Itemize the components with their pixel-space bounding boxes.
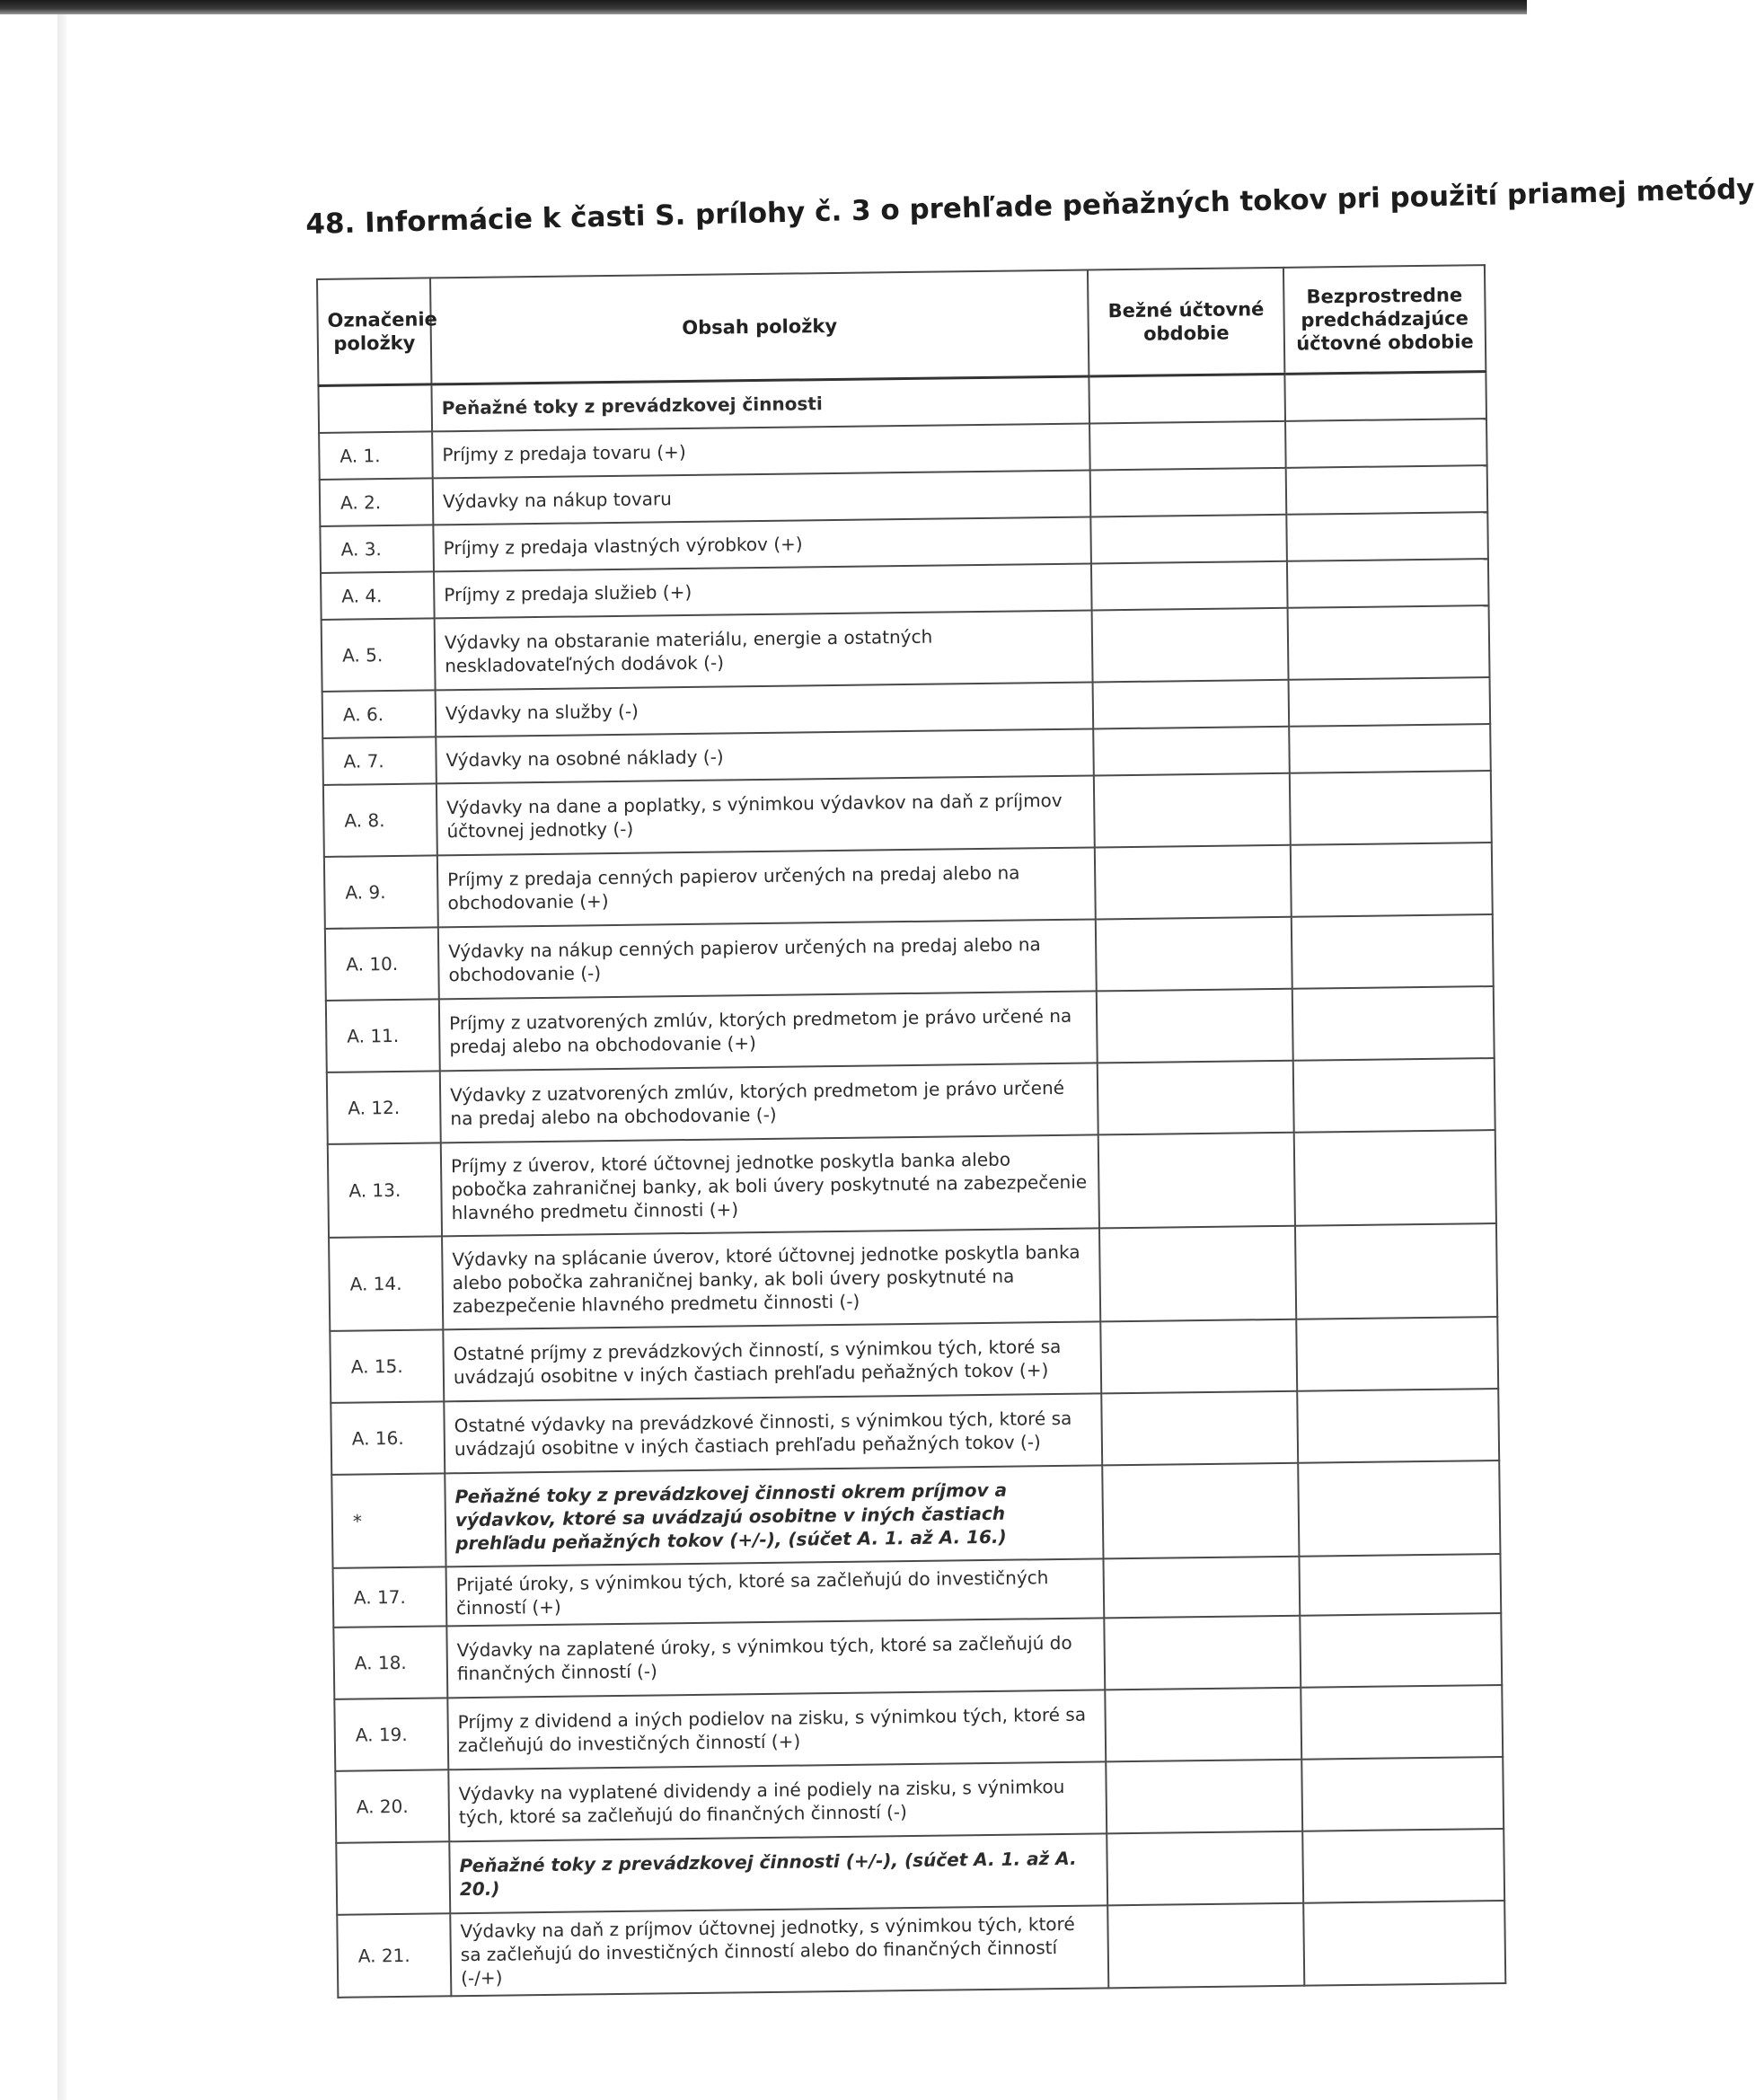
- cash-flow-table-container: [316, 264, 1506, 1999]
- row-id: A. 13.: [328, 1143, 442, 1238]
- row-content: Príjmy z predaja cenných papierov určených na predaj alebo na obchodovanie (+): [437, 847, 1096, 927]
- row-id: A. 3.: [320, 525, 434, 573]
- current-period-cell[interactable]: [1089, 374, 1285, 423]
- table-body: [318, 372, 1505, 1998]
- current-period-cell[interactable]: [1100, 1319, 1297, 1394]
- previous-period-cell[interactable]: [1294, 1130, 1496, 1226]
- row-id: A. 15.: [330, 1329, 444, 1403]
- row-id: A. 1.: [319, 431, 433, 480]
- previous-period-cell[interactable]: [1293, 1058, 1495, 1133]
- previous-period-cell[interactable]: [1303, 1901, 1505, 1986]
- row-id: A. 10.: [325, 927, 439, 1001]
- row-content: Prijaté úroky, s výnimkou tých, ktoré sa začleňujú do investičných činností (+): [446, 1558, 1105, 1626]
- row-content: Príjmy z predaja vlastných výrobkov (+): [433, 516, 1091, 571]
- current-period-cell[interactable]: [1091, 561, 1288, 611]
- current-period-cell[interactable]: [1089, 421, 1286, 471]
- row-content: Výdavky na dane a poplatky, s výnimkou výdavkov na daň z príjmov účtovnej jednotky (-): [437, 775, 1095, 855]
- row-content: Výdavky na vyplatené dividendy a iné podiely na zisku, s výnimkou tých, ktoré sa začleňujú do finančných činností (-): [448, 1761, 1107, 1841]
- row-id: A. 9.: [324, 855, 438, 929]
- row-id: A. 11.: [326, 999, 440, 1072]
- row-content: Výdavky z uzatvorených zmlúv, ktorých predmetom je právo určené na predaj alebo na obchodovanie (-): [440, 1063, 1098, 1143]
- current-period-cell[interactable]: [1103, 1557, 1300, 1619]
- previous-period-cell[interactable]: [1289, 677, 1491, 727]
- previous-period-cell[interactable]: [1286, 512, 1488, 561]
- previous-period-cell[interactable]: [1296, 1317, 1498, 1391]
- table-header-row: [317, 265, 1486, 385]
- row-content: Výdavky na zaplatené úroky, s výnimkou tých, ktoré sa začleňujú do finančných činností (-): [446, 1618, 1105, 1698]
- row-id: A. 20.: [335, 1769, 449, 1843]
- current-period-cell[interactable]: [1101, 1391, 1298, 1466]
- header-previous-period: Bezprostredne predchádzajúce účtovné obdobie: [1283, 265, 1486, 374]
- page-title: 48. Informácie k časti S. prílohy č. 3 o prehľade peňažných tokov pri použití priamej metódy: [305, 172, 1755, 241]
- current-period-cell[interactable]: [1107, 1903, 1304, 1989]
- row-content: Príjmy z predaja tovaru (+): [432, 423, 1090, 478]
- previous-period-cell[interactable]: [1292, 914, 1494, 989]
- row-content: Peňažné toky z prevádzkovej činnosti okrem príjmov a výdavkov, ktoré sa uvádzajú osobitne v iných častiach prehľadu peňažných tokov (+/-), (súčet A. 1. až A. 16.): [445, 1465, 1103, 1566]
- header-current-period: Bežné účtovné obdobie: [1088, 268, 1284, 376]
- current-period-cell[interactable]: [1096, 917, 1292, 992]
- previous-period-cell[interactable]: [1302, 1829, 1504, 1903]
- row-content: Výdavky na osobné náklady (-): [436, 728, 1094, 783]
- current-period-cell[interactable]: [1092, 608, 1289, 683]
- current-period-cell[interactable]: [1090, 515, 1287, 564]
- previous-period-cell[interactable]: [1285, 419, 1487, 468]
- row-id: A. 14.: [329, 1236, 443, 1331]
- row-content: Výdavky na nákup tovaru: [433, 470, 1091, 525]
- previous-period-cell[interactable]: [1287, 559, 1489, 608]
- previous-period-cell[interactable]: [1301, 1757, 1504, 1831]
- previous-period-cell[interactable]: [1291, 843, 1493, 917]
- current-period-cell[interactable]: [1106, 1760, 1302, 1834]
- table-row: [337, 1901, 1505, 1998]
- previous-period-cell[interactable]: [1297, 1389, 1499, 1463]
- current-period-cell[interactable]: [1093, 727, 1290, 776]
- row-id: A. 17.: [333, 1566, 447, 1628]
- row-id: A. 18.: [333, 1626, 447, 1699]
- table-row: [329, 1223, 1497, 1331]
- current-period-cell[interactable]: [1107, 1831, 1303, 1906]
- row-id: [318, 384, 432, 433]
- previous-period-cell[interactable]: [1300, 1613, 1502, 1688]
- row-content: Výdavky na služby (-): [436, 682, 1094, 737]
- current-period-cell[interactable]: [1104, 1616, 1301, 1690]
- current-period-cell[interactable]: [1102, 1463, 1299, 1559]
- row-content: Príjmy z uzatvorených zmlúv, ktorých predmetom je právo určené na predaj alebo na obchodovanie (+): [439, 991, 1098, 1071]
- row-content: Príjmy z dividend a iných podielov na zisku, s výnimkou tých, ktoré sa začleňujú do investičných činností (+): [447, 1690, 1106, 1769]
- current-period-cell[interactable]: [1097, 989, 1293, 1063]
- row-id: A. 4.: [321, 571, 435, 620]
- row-content: Peňažné toky z prevádzkovej činnosti (+/-), (súčet A. 1. až A. 20.): [449, 1833, 1107, 1913]
- row-content: Výdavky na daň z príjmov účtovnej jednotky, s výnimkou tých, ktoré sa začleňujú do investičných činností alebo do finančných činností (-/+): [450, 1905, 1108, 1996]
- row-id: [336, 1841, 450, 1915]
- row-id: *: [331, 1473, 445, 1568]
- row-content: Ostatné príjmy z prevádzkových činností, s výnimkou tých, ktoré sa uvádzajú osobitne v iných častiach prehľadu peňažných tokov (+): [443, 1321, 1101, 1401]
- row-id: A. 5.: [322, 618, 436, 692]
- table-row: [331, 1460, 1500, 1568]
- row-content: Peňažné toky z prevádzkovej činnosti: [431, 376, 1089, 431]
- previous-period-cell[interactable]: [1284, 372, 1486, 421]
- current-period-cell[interactable]: [1090, 468, 1287, 517]
- previous-period-cell[interactable]: [1299, 1554, 1501, 1616]
- header-id: Označenie položky: [317, 278, 431, 385]
- current-period-cell[interactable]: [1105, 1688, 1301, 1762]
- row-content: Ostatné výdavky na prevádzkové činnosti, s výnimkou tých, ktoré sa uvádzajú osobitne v iných častiach prehľadu peňažných tokov (-): [444, 1393, 1102, 1473]
- current-period-cell[interactable]: [1095, 845, 1292, 920]
- current-period-cell[interactable]: [1094, 773, 1291, 848]
- row-id: A. 7.: [322, 737, 437, 785]
- table-row: [328, 1130, 1496, 1238]
- cash-flow-table: [316, 264, 1506, 1999]
- row-content: Výdavky na obstaranie materiálu, energie a ostatných neskladovateľných dodávok (-): [435, 610, 1093, 690]
- row-content: Výdavky na nákup cenných papierov určených na predaj alebo na obchodovanie (-): [438, 919, 1097, 999]
- previous-period-cell[interactable]: [1289, 724, 1491, 773]
- current-period-cell[interactable]: [1099, 1226, 1296, 1322]
- previous-period-cell[interactable]: [1292, 986, 1495, 1061]
- current-period-cell[interactable]: [1098, 1133, 1295, 1229]
- row-id: A. 6.: [322, 690, 437, 738]
- current-period-cell[interactable]: [1098, 1061, 1294, 1135]
- row-id: A. 19.: [334, 1698, 448, 1771]
- row-id: A. 12.: [327, 1071, 441, 1144]
- previous-period-cell[interactable]: [1288, 605, 1490, 680]
- previous-period-cell[interactable]: [1298, 1460, 1500, 1557]
- row-id: A. 16.: [331, 1401, 445, 1475]
- previous-period-cell[interactable]: [1301, 1685, 1503, 1760]
- row-id: A. 21.: [337, 1913, 451, 1998]
- header-content: Obsah položky: [430, 270, 1089, 384]
- row-content: Príjmy z predaja služieb (+): [434, 563, 1092, 618]
- previous-period-cell[interactable]: [1286, 465, 1488, 515]
- row-id: A. 8.: [323, 783, 437, 857]
- row-content: Výdavky na splácanie úverov, ktoré účtovnej jednotke poskytla banka alebo pobočka zahraničnej banky, ak boli úvery poskytnuté na zabezpečenie hlavného predmetu činnosti (-): [442, 1228, 1100, 1329]
- previous-period-cell[interactable]: [1290, 771, 1492, 845]
- previous-period-cell[interactable]: [1295, 1223, 1497, 1319]
- row-id: A. 2.: [320, 478, 434, 526]
- current-period-cell[interactable]: [1093, 680, 1290, 729]
- row-content: Príjmy z úverov, ktoré účtovnej jednotke poskytla banka alebo pobočka zahraničnej banky, ak boli úvery poskytnuté na zabezpečenie hlavného predmetu činnosti (+): [441, 1134, 1099, 1236]
